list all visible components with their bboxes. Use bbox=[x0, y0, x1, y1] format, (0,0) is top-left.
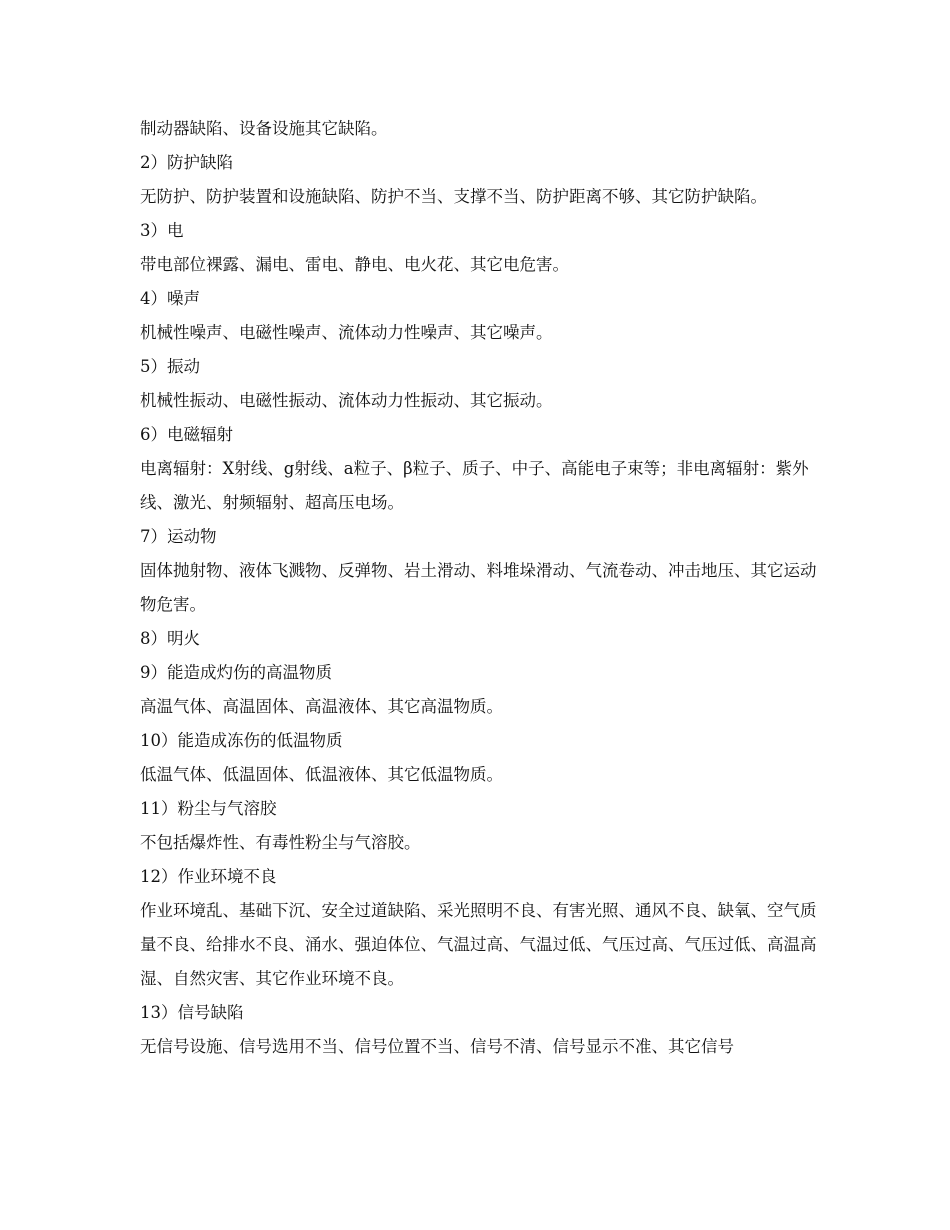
paragraph-signal-defects: 无信号设施、信号选用不当、信号位置不当、信号不清、信号显示不准、其它信号 bbox=[140, 1037, 734, 1056]
paragraph-work-environment: 作业环境乱、基础下沉、安全过道缺陷、采光照明不良、有害光照、通风不良、缺氧、空气质量不良、给排水不良、涌水、强迫体位、气温过高、气温过低、气压过高、气压过低、高温高湿、自然灾害、其它作业环境不良。 bbox=[140, 901, 817, 988]
heading-open-fire: 8）明火 bbox=[140, 629, 200, 648]
heading-low-temp: 10）能造成冻伤的低温物质 bbox=[140, 731, 343, 750]
paragraph-noise: 机械性噪声、电磁性噪声、流体动力性噪声、其它噪声。 bbox=[140, 323, 553, 342]
paragraph-electricity: 带电部位裸露、漏电、雷电、静电、电火花、其它电危害。 bbox=[140, 255, 569, 274]
paragraph-moving-objects: 固体抛射物、液体飞溅物、反弹物、岩土滑动、料堆垛滑动、气流卷动、冲击地压、其它运动物危害。 bbox=[140, 561, 817, 614]
heading-radiation: 6）电磁辐射 bbox=[140, 425, 233, 444]
heading-signal-defects: 13）信号缺陷 bbox=[140, 1003, 244, 1022]
paragraph-brake-defects: 制动器缺陷、设备设施其它缺陷。 bbox=[140, 119, 388, 138]
paragraph-dust-aerosol: 不包括爆炸性、有毒性粉尘与气溶胶。 bbox=[140, 833, 421, 852]
paragraph-vibration: 机械性振动、电磁性振动、流体动力性振动、其它振动。 bbox=[140, 391, 553, 410]
paragraph-radiation: 电离辐射：X射线、g射线、a粒子、β粒子、质子、中子、高能电子束等；非电离辐射：紫外线、激光、射频辐射、超高压电场。 bbox=[140, 459, 809, 512]
heading-electricity: 3）电 bbox=[140, 221, 184, 240]
document-body bbox=[140, 112, 830, 1064]
heading-work-environment: 12）作业环境不良 bbox=[140, 867, 277, 886]
paragraph-high-temp: 高温气体、高温固体、高温液体、其它高温物质。 bbox=[140, 697, 503, 716]
heading-dust-aerosol: 11）粉尘与气溶胶 bbox=[140, 799, 277, 818]
paragraph-protection-defects: 无防护、防护装置和设施缺陷、防护不当、支撑不当、防护距离不够、其它防护缺陷。 bbox=[140, 187, 767, 206]
paragraph-low-temp: 低温气体、低温固体、低温液体、其它低温物质。 bbox=[140, 765, 503, 784]
heading-noise: 4）噪声 bbox=[140, 289, 200, 308]
heading-moving-objects: 7）运动物 bbox=[140, 527, 217, 546]
heading-high-temp: 9）能造成灼伤的高温物质 bbox=[140, 663, 332, 682]
heading-protection-defects: 2）防护缺陷 bbox=[140, 153, 233, 172]
heading-vibration: 5）振动 bbox=[140, 357, 200, 376]
